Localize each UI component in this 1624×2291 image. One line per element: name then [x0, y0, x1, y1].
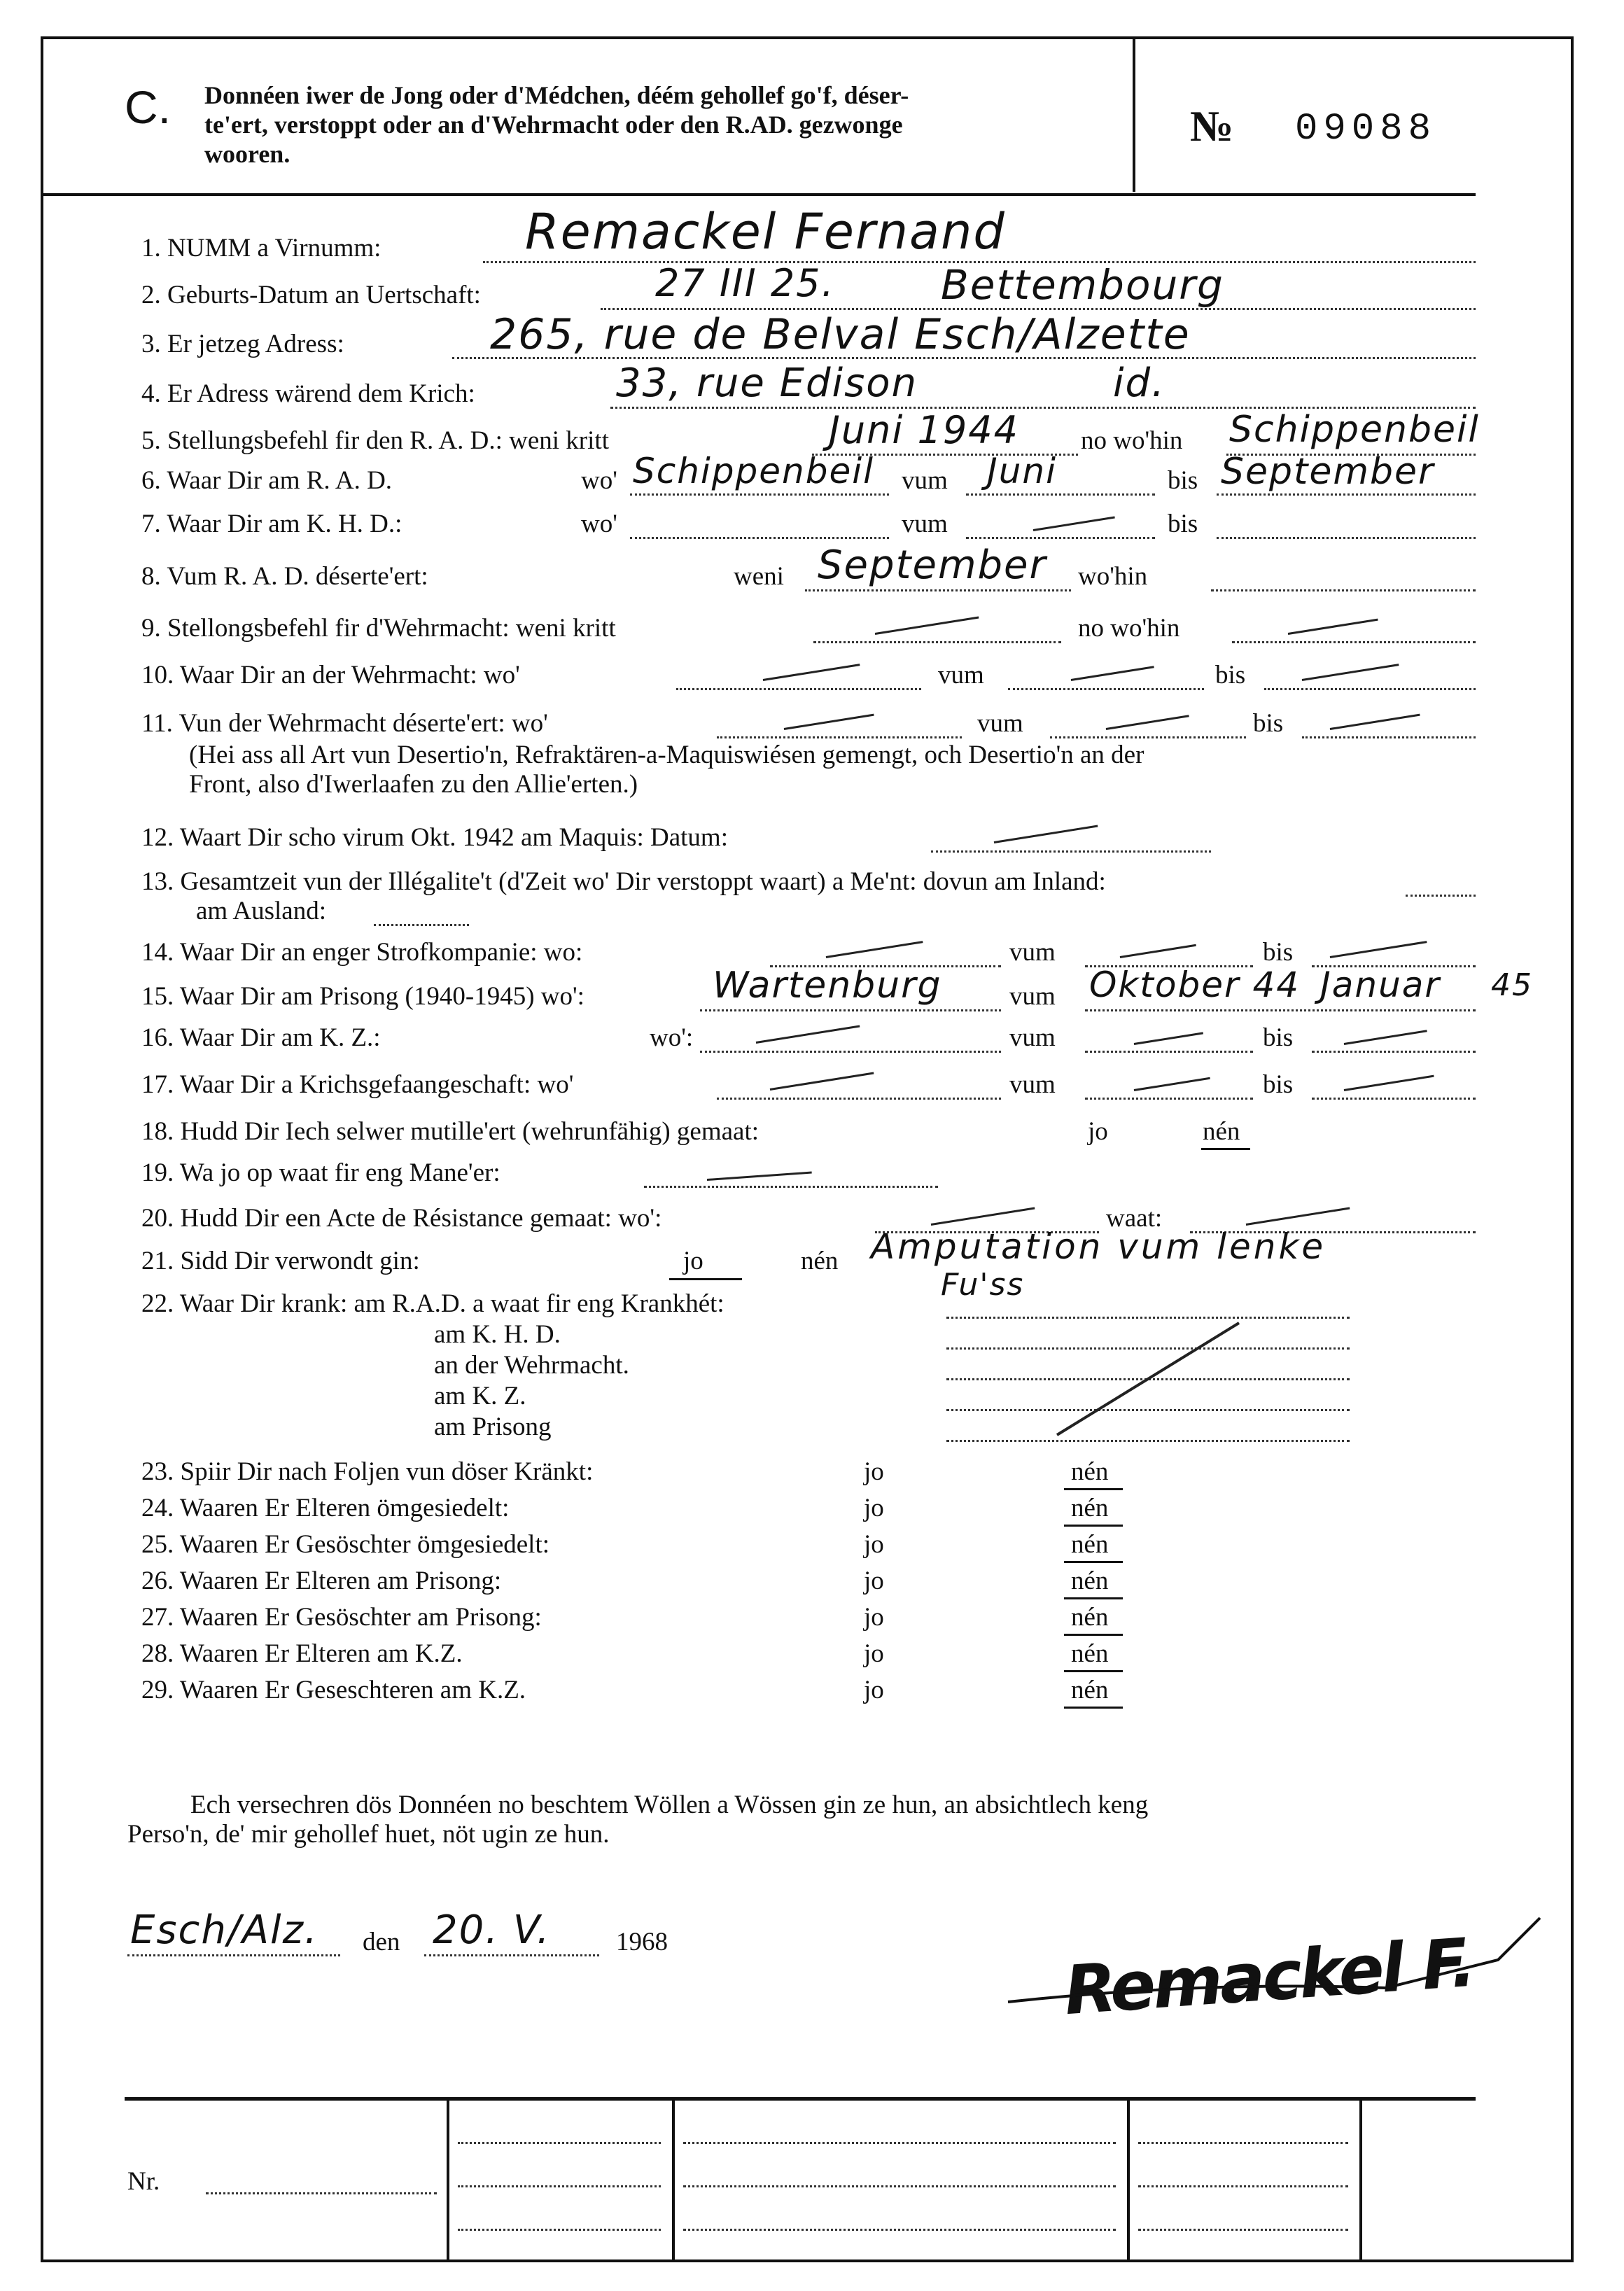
signature-date: 20. V.: [433, 1907, 551, 1953]
field-16-where-line: [700, 1051, 1001, 1053]
field-3-address: 265, rue de Belval Esch/Alzette: [490, 310, 1191, 359]
field-7-from-line: [966, 537, 1155, 539]
field-22-label: 22. Waar Dir krank: am R.A.D. a waat fir eng Krankhét:: [141, 1289, 724, 1318]
field-29-jo: jo: [864, 1676, 884, 1704]
field-13-inland-line: [1406, 895, 1476, 897]
field-10-from-line: [1008, 688, 1204, 690]
field-11-note-line-2: Front, also d'Iwerlaafen zu den Allie'erten.): [189, 770, 638, 799]
field-2-place: Bettembourg: [941, 261, 1224, 309]
section-letter: C.: [125, 81, 171, 133]
field-27-label: 27. Waaren Er Gesöschter am Prisong:: [141, 1603, 542, 1632]
field-24-nen: nén: [1071, 1494, 1109, 1522]
field-16-bis: bis: [1263, 1023, 1294, 1052]
field-7-vum: vum: [902, 510, 948, 538]
field-9-wohin: no wo'hin: [1078, 614, 1180, 643]
field-27-jo: jo: [864, 1603, 884, 1632]
field-9-label: 9. Stellongsbefehl fir d'Wehrmacht: weni kritt: [141, 614, 616, 643]
field-15-where-line: [700, 1009, 1001, 1011]
field-1-label: 1. NUMM a Virnumm:: [141, 234, 382, 262]
field-11-vum: vum: [977, 709, 1023, 738]
field-29-nen-underline: [1064, 1707, 1123, 1709]
field-7-wo: wo': [581, 510, 617, 538]
field-6-to-line: [1217, 493, 1476, 496]
field-24-nen-underline: [1064, 1525, 1123, 1527]
signature-stroke: [994, 1904, 1554, 2044]
field-25-label: 25. Waaren Er Gesöschter ömgesiedelt:: [141, 1530, 550, 1559]
field-23-jo: jo: [864, 1457, 884, 1486]
field-19-label: 19. Wa jo op waat fir eng Mane'er:: [141, 1158, 500, 1187]
field-6-from-line: [966, 493, 1155, 496]
field-11-to-line: [1302, 736, 1476, 738]
field-10-where-line: [676, 688, 921, 690]
field-11-bis: bis: [1253, 709, 1284, 738]
field-8-when-line: [805, 589, 1071, 591]
field-6-where: Schippenbeil: [633, 451, 875, 491]
field-14-bis: bis: [1263, 938, 1294, 967]
field-17-bis: bis: [1263, 1070, 1294, 1099]
field-6-where-line: [630, 493, 889, 496]
field-22-strike-line: [1050, 1316, 1246, 1442]
field-7-label: 7. Waar Dir am K. H. D.:: [141, 510, 402, 538]
field-15-to-year: 45: [1491, 967, 1533, 1003]
header-title-line-1: Donnéen iwer de Jong oder d'Médchen, déém gehollef go'f, déser-: [204, 81, 909, 109]
footer-cell-3-line-1: [1138, 2142, 1348, 2144]
field-9-when-line: [813, 641, 1061, 643]
field-17-from-line: [1085, 1098, 1253, 1100]
form-number: 09088: [1295, 108, 1437, 150]
field-18-nen-underline: [1201, 1148, 1250, 1150]
field-28-nen: nén: [1071, 1639, 1109, 1668]
field-2-date: 27 III 25.: [655, 261, 835, 305]
field-8-wohin: wo'hin: [1078, 562, 1148, 591]
footer-col-divider-3: [1127, 2100, 1130, 2262]
field-22-sub-1: am K. H. D.: [434, 1320, 561, 1349]
field-21-injury-line-2: Fu'ss: [941, 1267, 1025, 1303]
field-8-weni: weni: [734, 562, 784, 591]
field-11-where-line: [717, 736, 962, 738]
field-6-wo: wo': [581, 466, 617, 495]
field-17-where-line: [717, 1098, 1001, 1100]
field-16-vum: vum: [1009, 1023, 1056, 1052]
footer-cell-1-line-2: [458, 2185, 661, 2187]
field-16-label: 16. Waar Dir am K. Z.:: [141, 1023, 381, 1052]
field-16-from-line: [1085, 1051, 1253, 1053]
field-4-label: 4. Er Adress wärend dem Krich:: [141, 379, 475, 408]
footer-cell-2-line-3: [683, 2229, 1116, 2231]
field-17-label: 17. Waar Dir a Krichsgefaangeschaft: wo': [141, 1070, 574, 1099]
field-26-label: 26. Waaren Er Elteren am Prisong:: [141, 1567, 502, 1595]
field-15-from: Oktober 44: [1089, 965, 1301, 1005]
field-29-nen: nén: [1071, 1676, 1109, 1704]
field-25-nen-underline: [1064, 1561, 1123, 1563]
footer-cell-1-line-1: [458, 2142, 661, 2144]
signature-den: den: [363, 1928, 400, 1956]
field-26-nen: nén: [1071, 1567, 1109, 1595]
field-22-sub-4: am Prisong: [434, 1413, 552, 1441]
field-16-wo: wo':: [650, 1023, 694, 1052]
place-line: [127, 1954, 340, 1956]
header-rule: [41, 193, 1476, 196]
field-4-address-id: id.: [1113, 360, 1166, 406]
field-15-to: Januar: [1320, 965, 1441, 1005]
field-18-label: 18. Hudd Dir Iech selwer mutille'ert (wehrunfähig) gemaat:: [141, 1117, 760, 1146]
footer-cell-3-line-2: [1138, 2185, 1348, 2187]
field-25-jo: jo: [864, 1530, 884, 1559]
field-6-vum: vum: [902, 466, 948, 495]
field-7-where-line: [630, 537, 889, 539]
field-28-nen-underline: [1064, 1670, 1123, 1672]
field-21-jo: jo: [683, 1247, 704, 1275]
footer-rule: [125, 2097, 1476, 2101]
number-label: №: [1190, 103, 1234, 150]
field-10-to-line: [1264, 688, 1476, 690]
signature-place: Esch/Alz.: [130, 1907, 318, 1953]
field-23-nen: nén: [1071, 1457, 1109, 1486]
field-15-vum: vum: [1009, 982, 1056, 1011]
field-15-label: 15. Waar Dir am Prisong (1940-1945) wo':: [141, 982, 584, 1011]
field-18-jo: jo: [1088, 1117, 1108, 1146]
field-7-to-line: [1217, 537, 1476, 539]
field-15-where: Wartenburg: [713, 965, 942, 1007]
field-22-sub-3: am K. Z.: [434, 1382, 526, 1410]
field-23-label: 23. Spiir Dir nach Foljen vun döser Kränkt:: [141, 1457, 594, 1486]
field-6-from: Juni: [987, 451, 1058, 491]
field-5-wohin-label: no wo'hin: [1081, 426, 1183, 455]
field-26-jo: jo: [864, 1567, 884, 1595]
footer-cell-3-line-3: [1138, 2229, 1348, 2231]
header-title-line-3: wooren.: [204, 140, 290, 168]
field-11-label: 11. Vun der Wehrmacht déserte'ert: wo': [141, 709, 548, 738]
field-18-nen: nén: [1203, 1117, 1240, 1146]
field-26-nen-underline: [1064, 1597, 1123, 1599]
field-28-jo: jo: [864, 1639, 884, 1668]
field-15-from-line: [1085, 1009, 1476, 1011]
field-20-waat: waat:: [1106, 1204, 1163, 1233]
field-22-sub-2: an der Wehrmacht.: [434, 1351, 629, 1380]
field-10-bis: bis: [1215, 661, 1246, 689]
field-28-label: 28. Waaren Er Elteren am K.Z.: [141, 1639, 463, 1668]
field-23-nen-underline: [1064, 1488, 1123, 1490]
field-25-nen: nén: [1071, 1530, 1109, 1559]
declaration-line-2: Perso'n, de' mir gehollef huet, nöt ugin ze hun.: [127, 1820, 610, 1849]
header-divider: [1133, 39, 1135, 192]
footer-cell-2-line-1: [683, 2142, 1116, 2144]
field-21-label: 21. Sidd Dir verwondt gin:: [141, 1247, 420, 1275]
field-1-name: Remackel Fernand: [525, 203, 1006, 260]
footer-cell-1-line-3: [458, 2229, 661, 2231]
footer-col-divider-4: [1359, 2100, 1362, 2262]
field-19-line: [644, 1186, 938, 1188]
field-13-label-line-2: am Ausland:: [196, 897, 327, 925]
field-17-vum: vum: [1009, 1070, 1056, 1099]
field-17-to-line: [1312, 1098, 1476, 1100]
field-16-to-line: [1312, 1051, 1476, 1053]
field-29-label: 29. Waaren Er Geseschteren am K.Z.: [141, 1676, 526, 1704]
field-10-vum: vum: [938, 661, 984, 689]
footer-col-divider-2: [672, 2100, 675, 2262]
field-14-label: 14. Waar Dir an enger Strofkompanie: wo:: [141, 938, 583, 967]
field-11-from-line: [1050, 736, 1246, 738]
field-12-label: 12. Waart Dir scho virum Okt. 1942 am Maquis: Datum:: [141, 823, 728, 852]
field-14-vum: vum: [1009, 938, 1056, 967]
field-11-note-line-1: (Hei ass all Art vun Desertio'n, Refraktären-a-Maquiswiésen gemengt, och Desertio'n an der: [189, 741, 1144, 769]
field-10-label: 10. Waar Dir an der Wehrmacht: wo': [141, 661, 520, 689]
footer-nr-label: Nr.: [127, 2167, 160, 2196]
field-5-label: 5. Stellungsbefehl fir den R. A. D.: weni kritt: [141, 426, 609, 455]
field-3-label: 3. Er jetzeg Adress:: [141, 330, 344, 358]
field-13-label-line-1: 13. Gesamtzeit vun der Illégalite't (d'Zeit wo' Dir verstoppt waart) a Me'nt: dovun am Inland:: [141, 867, 1106, 896]
field-8-where-line: [1211, 589, 1476, 591]
field-24-jo: jo: [864, 1494, 884, 1522]
field-6-label: 6. Waar Dir am R. A. D.: [141, 466, 393, 495]
declaration-line-1: Ech versechren dös Donnéen no beschtem Wöllen a Wössen gin ze hun, an absichtlech keng: [190, 1791, 1149, 1819]
field-24-label: 24. Waaren Er Elteren ömgesiedelt:: [141, 1494, 510, 1522]
footer-nr-line: [206, 2192, 437, 2194]
field-21-jo-underline: [669, 1278, 742, 1280]
field-27-nen: nén: [1071, 1603, 1109, 1632]
signature-year: 1968: [616, 1928, 668, 1956]
field-7-bis: bis: [1168, 510, 1198, 538]
footer-cell-2-line-2: [683, 2185, 1116, 2187]
field-5-where: Schippenbeil: [1229, 409, 1480, 451]
footer-col-divider-1: [447, 2100, 449, 2262]
field-12-line: [931, 850, 1211, 853]
header-title-line-2: te'ert, verstoppt oder an d'Wehrmacht oder den R.AD. gezwonge: [204, 111, 903, 139]
signature: Remackel F.: [1061, 1923, 1476, 2031]
field-6-bis: bis: [1168, 466, 1198, 495]
field-8-when: September: [818, 542, 1047, 588]
field-27-nen-underline: [1064, 1634, 1123, 1636]
field-20-label: 20. Hudd Dir een Acte de Résistance gemaat: wo':: [141, 1204, 662, 1233]
field-6-to: September: [1221, 451, 1435, 493]
field-5-when: Juni 1944: [829, 408, 1019, 452]
field-2-label: 2. Geburts-Datum an Uertschaft:: [141, 281, 481, 309]
field-4-address: 33, rue Edison: [616, 360, 918, 406]
field-21-nen: nén: [801, 1247, 839, 1275]
field-9-where-line: [1232, 641, 1476, 643]
field-8-label: 8. Vum R. A. D. déserte'ert:: [141, 562, 428, 591]
field-13-ausland-line: [374, 924, 469, 926]
date-line: [424, 1954, 599, 1956]
field-21-injury-line-1: Amputation vum lenke: [871, 1226, 1326, 1267]
